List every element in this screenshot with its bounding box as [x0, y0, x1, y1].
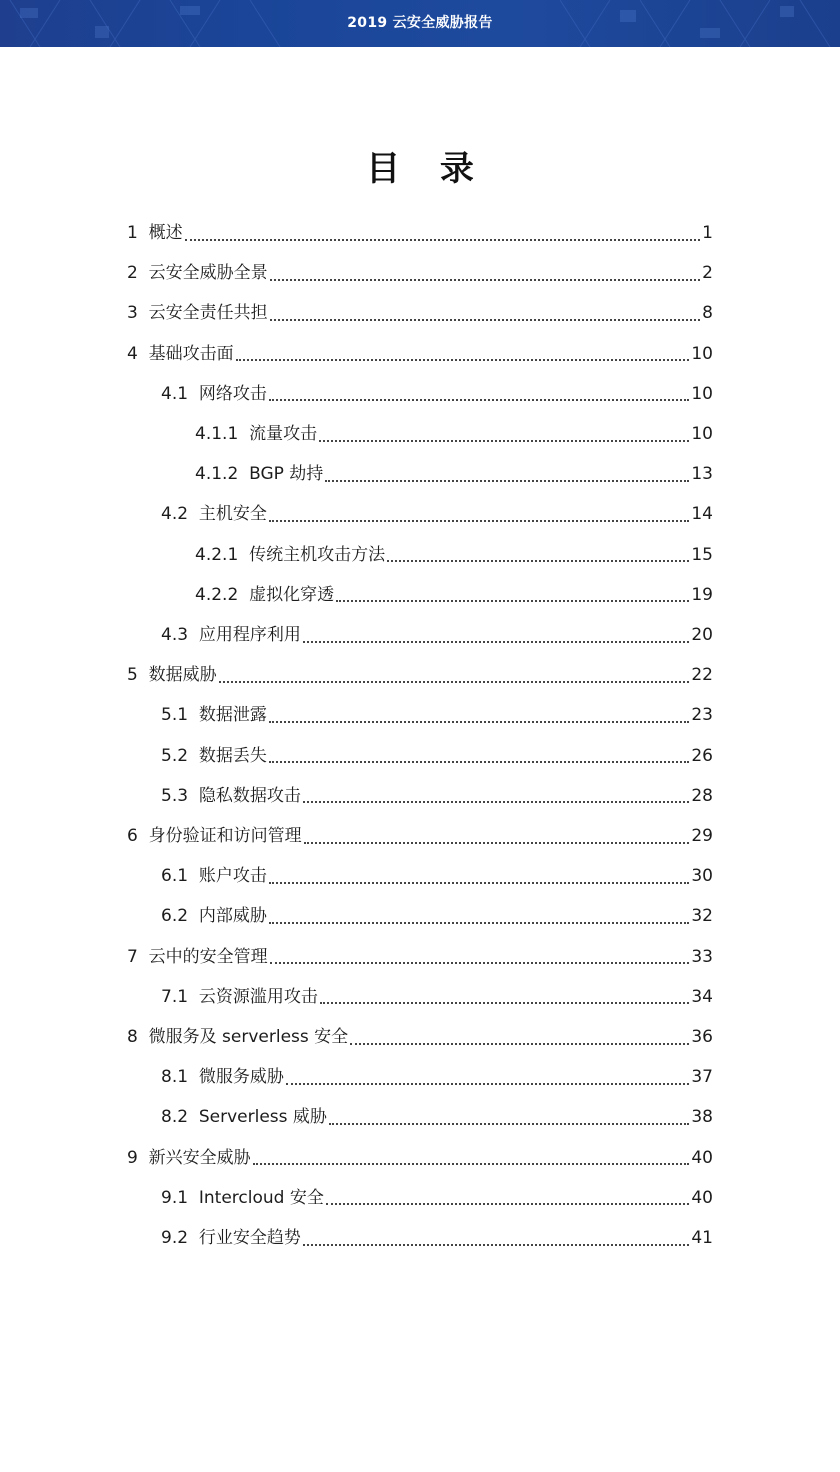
- toc-entry-page: 30: [691, 866, 713, 887]
- toc-entry-title: 身份验证和访问管理: [148, 826, 302, 846]
- toc-entry-title: 虚拟化穿透: [249, 584, 335, 605]
- toc-entry-title: BGP 劫持: [249, 464, 324, 485]
- toc-entry[interactable]: [127, 937, 713, 977]
- toc-entry-page: 40: [691, 1187, 713, 1208]
- dot-leader: [269, 519, 690, 522]
- dot-leader: [236, 358, 690, 361]
- toc-entry-title: 传统主机攻击方法: [249, 544, 386, 565]
- toc-entry-page: 10: [691, 343, 713, 364]
- toc-entry-number: 4: [127, 343, 138, 364]
- toc-entry-page: 38: [691, 1107, 713, 1128]
- dot-leader: [304, 841, 690, 844]
- toc-entry[interactable]: [195, 535, 713, 575]
- dot-leader: [286, 1082, 690, 1085]
- toc-entry-number: 2: [127, 263, 138, 284]
- dot-leader: [253, 1162, 690, 1165]
- toc-entry-number: 5.1: [161, 705, 189, 726]
- toc-entry-number: 9.1: [161, 1187, 189, 1208]
- toc-entry-page: 19: [691, 584, 713, 605]
- toc-entry-title: 行业安全趋势: [198, 1228, 301, 1248]
- toc-entry-title: Intercloud 安全: [198, 1187, 324, 1208]
- dot-leader: [325, 479, 689, 482]
- toc-entry-title: 内部威胁: [198, 906, 267, 927]
- dot-leader: [329, 1122, 689, 1125]
- toc-entry-title: Serverless 威胁: [198, 1107, 327, 1128]
- toc-entry[interactable]: [161, 1218, 713, 1258]
- toc-entry[interactable]: [127, 655, 713, 695]
- dot-leader: [387, 559, 689, 562]
- toc-entry-number: 8.2: [161, 1107, 189, 1128]
- toc-entry-number: 4.1.1: [195, 424, 239, 444]
- toc-entry-number: 8.1: [161, 1067, 189, 1088]
- toc-entry-page: 10: [691, 424, 713, 444]
- toc-entry[interactable]: [127, 1138, 713, 1178]
- toc-entry-number: 9.2: [161, 1228, 189, 1248]
- toc-entry[interactable]: [195, 454, 713, 494]
- toc-entry[interactable]: [161, 736, 713, 776]
- dot-leader: [269, 720, 690, 723]
- toc-entry-number: 4.1: [161, 383, 189, 404]
- dot-leader: [269, 921, 690, 924]
- toc-entry[interactable]: [161, 977, 713, 1017]
- toc-entry-number: 4.2.1: [195, 544, 239, 565]
- toc-entry-title: 数据泄露: [198, 705, 267, 726]
- toc-entry-number: 5.2: [161, 745, 189, 766]
- toc-entry[interactable]: [161, 494, 713, 534]
- toc-entry-title: 微服务威胁: [198, 1067, 284, 1088]
- toc-entry-page: 14: [691, 504, 713, 525]
- toc-entry-page: 34: [691, 986, 713, 1007]
- toc-entry-number: 7.1: [161, 986, 189, 1007]
- toc-entry-title: 微服务及 serverless 安全: [148, 1027, 349, 1047]
- toc-entry[interactable]: [161, 1178, 713, 1218]
- header-banner: [0, 0, 840, 47]
- toc-entry[interactable]: [161, 856, 713, 896]
- toc-entry-page: 20: [691, 625, 713, 645]
- toc-entry-number: 9: [127, 1147, 138, 1168]
- toc-entry-page: 28: [691, 785, 713, 806]
- toc-entry[interactable]: [195, 414, 713, 454]
- toc-entry-page: 23: [691, 705, 713, 726]
- toc-entry-number: 6.1: [161, 866, 189, 887]
- toc-entry-title: 网络攻击: [198, 383, 267, 404]
- toc-entry-number: 6.2: [161, 906, 189, 927]
- toc-entry-title: 云中的安全管理: [148, 946, 268, 967]
- dot-leader: [319, 439, 689, 442]
- toc-entry-number: 4.2: [161, 504, 189, 525]
- toc-entry-title: 云资源滥用攻击: [198, 986, 318, 1007]
- toc-entry[interactable]: [127, 293, 713, 333]
- toc-entry-page: 33: [691, 946, 713, 967]
- dot-leader: [303, 640, 690, 643]
- toc-entry[interactable]: [161, 615, 713, 655]
- toc-entry-page: 10: [691, 383, 713, 404]
- toc-entry[interactable]: [127, 213, 713, 253]
- dot-leader: [269, 760, 690, 763]
- toc-entry-number: 4.2.2: [195, 584, 239, 605]
- toc-entry-page: 2: [702, 263, 713, 284]
- report-title: 2019 云安全威胁报告: [347, 15, 493, 31]
- toc-entry-title: 主机安全: [198, 504, 267, 525]
- toc-entry-title: 账户攻击: [198, 866, 267, 887]
- toc-entry-page: 8: [702, 303, 713, 324]
- toc-entry[interactable]: [127, 253, 713, 293]
- toc-entry[interactable]: [127, 334, 713, 374]
- toc-entry-page: 32: [691, 906, 713, 927]
- toc-entry[interactable]: [161, 776, 713, 816]
- toc-entry-page: 26: [691, 745, 713, 766]
- dot-leader: [269, 881, 690, 884]
- toc-entry-title: 概述: [148, 223, 183, 243]
- toc-entry-number: 3: [127, 303, 138, 324]
- toc-entry[interactable]: [161, 374, 713, 414]
- toc-entry[interactable]: [161, 1097, 713, 1137]
- toc-entry-page: 29: [691, 826, 713, 846]
- toc-entry-number: 4.1.2: [195, 464, 239, 485]
- toc-entry[interactable]: [195, 575, 713, 615]
- toc-entry-number: 1: [127, 223, 138, 243]
- dot-leader: [185, 238, 701, 241]
- toc-entry-number: 8: [127, 1027, 138, 1047]
- toc-heading: 目 录: [366, 149, 488, 189]
- dot-leader: [326, 1202, 690, 1205]
- toc-entry[interactable]: [161, 695, 713, 735]
- dot-leader: [303, 800, 690, 803]
- dot-leader: [350, 1042, 689, 1045]
- dot-leader: [219, 680, 690, 683]
- toc-entry-title: 应用程序利用: [198, 625, 301, 645]
- toc-entry-page: 41: [691, 1228, 713, 1248]
- dot-leader: [303, 1243, 690, 1246]
- toc-entry[interactable]: [161, 1057, 713, 1097]
- toc-entry-title: 数据丢失: [198, 745, 267, 766]
- dot-leader: [270, 318, 701, 321]
- toc-entry-title: 云安全责任共担: [148, 303, 268, 324]
- toc-entry-page: 22: [691, 665, 713, 686]
- toc-entry-title: 基础攻击面: [148, 343, 234, 364]
- toc-entry-page: 13: [691, 464, 713, 485]
- toc-entry-number: 5: [127, 665, 138, 686]
- toc-entry-title: 数据威胁: [148, 665, 217, 686]
- toc-entry-number: 6: [127, 826, 138, 846]
- toc-entry-title: 隐私数据攻击: [198, 785, 301, 806]
- toc-entry-title: 流量攻击: [249, 424, 318, 444]
- dot-leader: [269, 398, 690, 401]
- toc-entry-page: 40: [691, 1147, 713, 1168]
- toc-entry[interactable]: [161, 896, 713, 936]
- dot-leader: [320, 1001, 690, 1004]
- toc-entry-number: 7: [127, 946, 138, 967]
- dot-leader: [270, 278, 701, 281]
- toc-entry-title: 新兴安全威胁: [148, 1147, 251, 1168]
- toc-entry-page: 1: [702, 223, 713, 243]
- dot-leader: [336, 599, 689, 602]
- toc-entry-page: 15: [691, 544, 713, 565]
- toc-entry-title: 云安全威胁全景: [148, 263, 268, 284]
- toc-entry-page: 36: [691, 1027, 713, 1047]
- toc-entry-number: 5.3: [161, 785, 189, 806]
- toc-entry[interactable]: [127, 1017, 713, 1057]
- toc-entry-number: 4.3: [161, 625, 189, 645]
- toc-entry-page: 37: [691, 1067, 713, 1088]
- toc-entry[interactable]: [127, 816, 713, 856]
- dot-leader: [270, 961, 690, 964]
